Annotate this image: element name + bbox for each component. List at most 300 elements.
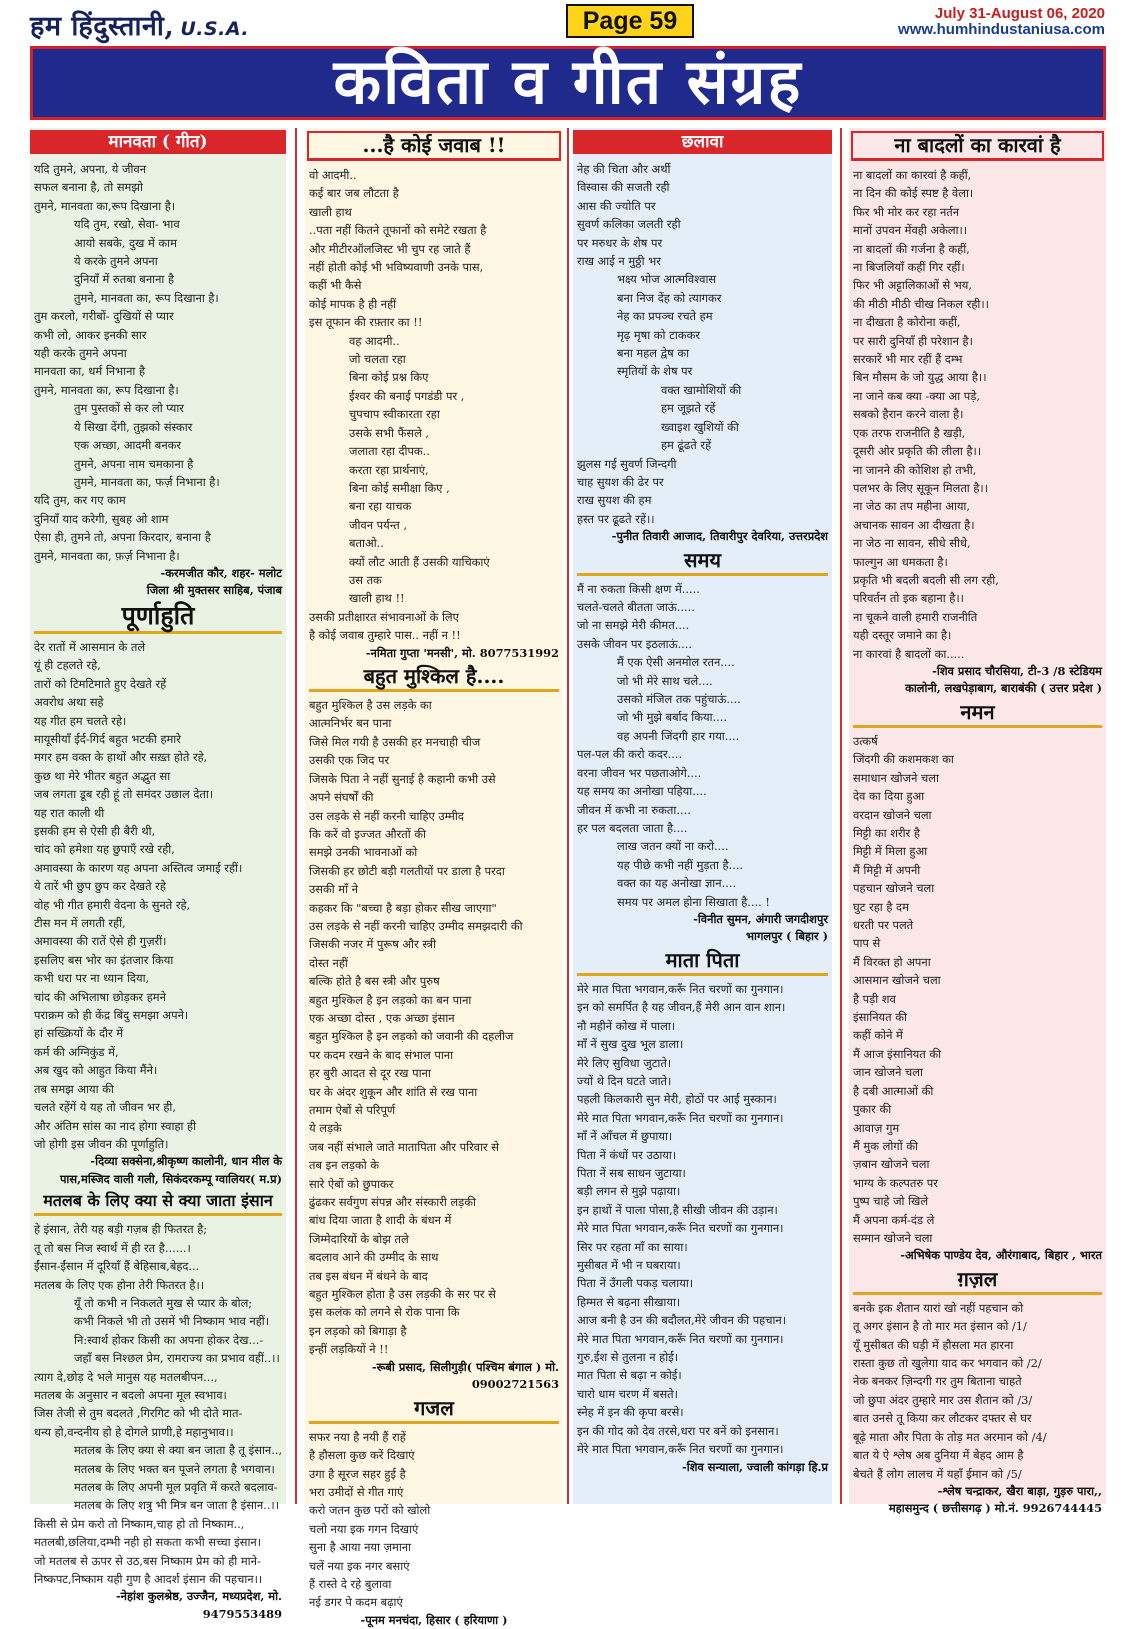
poem-title: बहुत मुश्किल है.... [309, 664, 559, 692]
poem-line: करो जतन कुछ परों को खोलो [309, 1503, 431, 1518]
poem-line: कुछ था मेरे भीतर बहुत अद्भुत सा [34, 768, 171, 783]
poem-line: जीवन में कभी ना रुकता.... [577, 802, 691, 817]
poem-line: उसके सभी फैंसले , [349, 425, 430, 440]
poem-line: ना जेठ का तप महीना आया, [853, 499, 971, 514]
poem-line: तुम करलो, गरीबों- दुखियों से प्यार [34, 309, 174, 324]
poem-line: आज बनी है उन की बदौलत,मेरे जीवन की पहचान। [577, 1313, 787, 1328]
poem-line: यह गीत हम चलते रहे। [34, 713, 127, 728]
poem-line: हे इंसान, तेरी यह बड़ी गज़ब ही फितरत है; [34, 1222, 208, 1237]
poem-line: पुष्प चाहे जो खिले [853, 1194, 929, 1209]
column-divider [840, 128, 842, 1504]
poem-line: वह आदमी.. [349, 333, 400, 348]
poem-author [34, 1153, 282, 1188]
poem-line: तब इन लड़को के [309, 1158, 380, 1173]
poem-line: तुमने, मानवता का, फ़र्ज़ निभाना है। [34, 548, 180, 563]
poem-line: ख्वाइश खुशियों की [661, 419, 739, 434]
poem-body [853, 732, 1102, 1247]
poem-line: ये लड़के [309, 1121, 342, 1136]
poem-line: मतलब के अनुसार न बदलो अपना मूल स्वभाव। [34, 1387, 227, 1402]
poem-author [577, 911, 828, 946]
poem-line: वोह भी गीत हमारी वेदना के सुनते रहे, [34, 897, 191, 912]
poem-line: मैं अपना कर्म-दंड ले [853, 1212, 935, 1227]
poem-line: दोस्त नहीं [309, 955, 348, 970]
poem-line: सफल बनाना है, तो समझो [34, 180, 143, 195]
poem-line: यह समय का अनोखा पहिया.... [577, 784, 707, 799]
poem-line: पिता नें उँगली पकड़ चलाया। [577, 1276, 694, 1291]
poem-line: बांध दिया जाता है शादी के बंधन में [309, 1213, 452, 1228]
poem-line: ना जेठ ना सावन, सीधे सीधे, [853, 536, 971, 551]
poem-line: मिट्टी में मिला हुआ [853, 844, 928, 859]
poem-line: जान खोजने चला [853, 1065, 923, 1080]
poem-line: ये सिखा देंगी, तुझको संस्कार [74, 419, 193, 434]
poem-line: दुनियाँ याद करेगी, सुबह ओ शाम [34, 511, 169, 526]
poem-line: ना बिजलियाँ कहीं गिर रहीं। [853, 260, 965, 275]
author-line: -शिव प्रसाद चौरसिया, टी-3 /8 स्टेडियम [932, 663, 1102, 678]
poem-body [309, 696, 559, 1359]
poem-line: हैं रास्ते दे रहे बुलावा [309, 1576, 392, 1591]
poem-line: सिर पर रहता माँ का साया। [577, 1239, 688, 1254]
poem-line: खाली हाथ [309, 204, 352, 219]
poem-title: छलावा [573, 130, 832, 154]
poem-line: देव का दिया हुआ [853, 789, 925, 804]
poem-line: कभी निकले भी तो उसमें भी निष्काम भाव नहीं। [74, 1314, 270, 1329]
poem-line: बना महल द्वेष का [617, 346, 690, 361]
column-1 [30, 128, 286, 1621]
poem-body [34, 638, 282, 1153]
column-divider [567, 128, 569, 1504]
poem-line: पिता नें कंधों पर उठाया। [577, 1147, 677, 1162]
poem-line: एक अच्छा, आदमी बनकर [74, 438, 182, 453]
poem-title: मानवता ( गीत) [30, 130, 286, 154]
poem-line: उसकी एक जिद पर [309, 753, 390, 768]
poem-title: समय [577, 548, 828, 576]
poem-line: बहुत मुश्किल है इन लड़को का बन पाना [309, 992, 472, 1007]
poem-line: उसकी माँ ने [309, 882, 358, 897]
poem-line: ईंसान-ईंसान में दूरियाँ हैं बेहिसाब,बेहद... [34, 1259, 200, 1274]
poem-author [853, 663, 1102, 698]
poem-line: सरकारें भी मार रहीं हैं दम्भ [853, 352, 963, 367]
poem-author [309, 1359, 559, 1394]
poem-line: जिसे मिल गयी है उसकी हर मनचाही चीज [309, 734, 481, 749]
poem-line: पहचान खोजने चला [853, 881, 935, 896]
poem-line: नहीं होती कोई भी भविष्यवाणी उनके पास, [309, 260, 484, 275]
poem-line: उगा है सूरज सहर हुई है [309, 1466, 406, 1481]
poem-line: यही करके तुमने अपना [34, 346, 127, 361]
poem-line: ईश्वर की बनाई पगडंडी पर , [349, 388, 465, 403]
poem-line: यदि तुम, रखो, सेवा- भाव [74, 217, 180, 232]
poem-line: पहली किलकारी सुन मेरी, होठों पर आई मुस्कान। [577, 1092, 777, 1107]
poem-line: नेक बनकर ज़िन्दगी गर तुम बिताना चाहते [853, 1374, 1022, 1389]
poem-line: क्यों लौट आती हैं उसकी याचिकाएं [349, 554, 490, 569]
poem-line: तुमने, मानवता का, रूप दिखाना है। [74, 290, 219, 305]
poem-line: अचानक सावन आ दीखता है। [853, 517, 975, 532]
poem-line: तू तो बस निज स्वार्थ में ही रत है......। [34, 1240, 191, 1255]
poem-line: हस्त पर ढूढते रहें।। [577, 511, 655, 526]
poem-body [853, 1299, 1102, 1483]
poem-line: उसकी प्रतीक्षारत संभावनाओं के लिए [309, 609, 459, 624]
poem-line: बहुत मुश्किल है इन लड़को को जवानी की दहलीज [309, 1029, 514, 1044]
poem-line: जो छुपा अंदर तुम्हारे मार उस शैतान को /3/ [853, 1392, 1033, 1407]
poem-line: सुवर्ण कलिका जलती रही [577, 217, 681, 232]
author-line: -पुनीत तिवारी आजाद, तिवारीपुर देवरिया, उत्तरप्रदेश [611, 529, 828, 544]
poem-line: अब खुद को आहुत किया मैंने। [34, 1063, 158, 1078]
poem-line: तुमने, अपना नाम चमकाना है [74, 456, 194, 471]
poem-line: ना दीखता है कोरोना कहीं, [853, 315, 961, 330]
poem-line: बना रहा याचक [349, 499, 412, 514]
poem-line: मिट्टी का शरीर है [853, 826, 920, 840]
poem-line: आयो सबके, दुख में काम [74, 235, 177, 250]
poem-line: बनके इक शैतान यारां खो नहीं पहचान को [853, 1300, 1024, 1315]
poem-line: स्मृतियों के शेष पर [617, 364, 693, 379]
poem-line: चाह सुयश की ढेर पर [577, 474, 664, 489]
poem-line: माँ नें सुख दुख भूल डाला। [577, 1037, 684, 1052]
poem-line: भक्ष्य भोज आत्मविश्वास [617, 272, 717, 287]
poem-line: तुमने, मानवता का,रूप दिखाना है। [34, 198, 176, 213]
author-line: -विनीत सुमन, अंगारी जगदीशपुर [693, 911, 828, 926]
poem-body [577, 160, 828, 528]
poem-line: जीवन पर्यन्त , [349, 517, 407, 532]
poem-line: यह रात काली थी [34, 805, 105, 820]
poem-line: बदलाव आने की उम्मीद के साथ [309, 1250, 439, 1265]
poem-author [309, 1612, 559, 1629]
poem-line: कहकर कि "बच्चा है बड़ा होकर सीख जाएगा" [309, 900, 497, 915]
poem-line: है दबी आत्माओं की [853, 1083, 934, 1098]
poem-line: यूँ मुसीबत की घड़ी में हौसला मत हारना [853, 1337, 1014, 1352]
poem-line: चलो नया इक गगन दिखाएं [309, 1521, 419, 1536]
poem-line: मेरे मात पिता भगवान,करूँ नित चरणों का गुनगान। [577, 1110, 784, 1125]
poem-line: मतलब के लिए भक्त बन पूजने लगता है भगवान। [74, 1461, 275, 1476]
poem-line: पाप से [853, 936, 881, 951]
poem-line: धन्य हो,वन्दनीय हो हे दोगले प्राणी,हे महानुभाव।। [34, 1424, 234, 1439]
poem-line: सारे ऐबों को छुपाकर [309, 1176, 394, 1191]
poem-line: ना जाने कब क्या -क्या आ पड़े, [853, 388, 980, 403]
poem-author [577, 1459, 828, 1477]
author-line: महासमुन्द ( छत्तीसगढ़ ) मो.नं. 9926744445 [888, 1501, 1102, 1516]
poem-line: हिम्मत से बढ़ना सीखाया। [577, 1294, 681, 1309]
poem-line: प्रकृति भी बदली बदली सी लग रही, [853, 572, 999, 587]
poem-line: कि करें वो इज्जत औरतों की [309, 826, 426, 841]
poem-line: पलभर के लिए सूकून मिलता है।। [853, 480, 989, 495]
poem-line: बिना कोई समीक्षा किए , [349, 480, 450, 495]
poem-title: गजल [309, 1396, 559, 1424]
poem-line: समय पर अमल होना सिखाता है.... ! [617, 894, 770, 909]
poem-line: बहुत मुश्किल होता है उस लड़की के सर पर से [309, 1287, 496, 1302]
poem-line: एक अच्छा दोस्त , एक अच्छा इंसान [309, 1010, 455, 1025]
poem-line: राख सुयश की हम [577, 493, 652, 508]
poem-line: पुकार की [853, 1102, 892, 1117]
poem-line: करता रहा प्रार्थनाएं, [349, 462, 429, 477]
poem-title: पूर्णाहुति [34, 602, 282, 634]
page-header [0, 0, 1135, 44]
poem-line: और अंतिम सांस का नाद होगा स्वाहा ही [34, 1118, 197, 1133]
poem-line: जो भी मुझे बर्बाद किया.... [617, 710, 728, 725]
poem-line: ना बादलों की गर्जना है कहीं, [853, 241, 970, 256]
poem-title: नमन [853, 700, 1102, 728]
poem-line: आस की ज्योति पर [577, 198, 656, 213]
poem-title: मतलब के लिए क्या से क्या जाता इंसान [34, 1190, 282, 1216]
poem-line: मैं विरक्त हो अपना [853, 954, 931, 969]
poem-line: किसी से प्रेम करो तो निष्काम,चाह हो तो निष्काम.., [34, 1516, 245, 1531]
column-divider [295, 128, 297, 1504]
poem-line: की मीठी मीठी चीख निकल रही।। [853, 296, 989, 311]
poem-line: खाली हाथ !! [349, 591, 405, 606]
author-line: -शिव सन्याला, ज्वाली कांगड़ा हि.प्र [682, 1459, 828, 1474]
author-line: -दिव्या सक्सेना,श्रीकृष्ण कालोनी, धान मील के [90, 1154, 282, 1169]
poem-line: चलते रहेंगें ये यह तो जीवन भर ही, [34, 1100, 176, 1115]
page-number-badge: Page 59 [566, 4, 694, 38]
poem-line: स्नेह में इन की कृपा बरसे। [577, 1405, 684, 1420]
poem-line: तमाम ऐबों से परिपूर्ण [309, 1103, 396, 1117]
poem-line: पर कदम रखने के बाद संभाल पाना [309, 1047, 454, 1062]
poem-line: अमावस्या के कारण यह अपना अस्तित्व जमाई रहीं। [34, 860, 243, 875]
newspaper-masthead [30, 6, 249, 40]
poem-line: पल-पल की करो कदर.... [577, 747, 683, 762]
poem-line: सबको हैरान करने वाला है। [853, 407, 964, 422]
poem-line: इसकी हम से ऐसी ही बैरी थी, [34, 824, 156, 838]
poem-line: इस तूफान की रफ़्तार का !! [309, 315, 423, 330]
website-link[interactable]: www.humhindustaniusa.com [898, 21, 1105, 38]
poem-line: जब नहीं संभाले जाते मातापिता और परिवार से [309, 1139, 499, 1154]
poem-line: मैं एक ऐसी अनमोल रतन.... [617, 655, 735, 670]
poem-line: बहुत मुश्किल है उस लड़के का [309, 698, 432, 713]
poem-line: परिवर्तन तो इक बहाना है।। [853, 591, 964, 606]
poem-line: इन की गोद को देव तरसे,धरा पर बनें को इनसान। [577, 1423, 779, 1438]
poem-line: तुम पुस्तकों से कर लो प्यार [74, 401, 184, 416]
poem-line: कभी धरा पर ना ध्यान दिया, [34, 971, 150, 986]
poem-body [853, 166, 1102, 663]
poem-line: उस लड़के से नहीं करनी चाहिए उम्मीद [309, 808, 464, 823]
poem-line: जिस तेजी से तुम बदलते ,गिरगिट को भी दोते मात- [34, 1406, 243, 1421]
poem-line: समझे उनकी भावनाओं को [309, 845, 418, 860]
poem-line: विस्वास की सजती रही [577, 180, 670, 195]
poem-line: इस कलंक को लगने से रोक पाना कि [309, 1305, 460, 1320]
poem-line: इसलिए बस भोर का इंतजार किया [34, 952, 174, 967]
poem-line: जो ना समझे मेरी कीमत.... [577, 618, 690, 633]
column-4 [849, 128, 1106, 1516]
poem-line: ढुंढकर सर्वगुण संपन्न और संस्कारी लड़की [309, 1195, 476, 1210]
poem-line: धरती पर पलते [853, 918, 914, 933]
poem-line: ऐसा ही, तुमने तो, अपना किरदार, बनाना है [34, 530, 211, 545]
poem-line: चुपचाप स्वीकारता रहा [349, 407, 440, 422]
poem-line: कहीं कोने में [853, 1028, 903, 1043]
author-line: -अभिषेक पाण्डेय देव, औरंगाबाद, बिहार , भारत [900, 1248, 1102, 1263]
poem-line: बिन मौसम के जो युद्ध आया है।। [853, 370, 987, 385]
poem-title: ...है कोई जवाब !! [307, 131, 561, 161]
poem-line: यदि तुमने, अपना, ये जीवन [34, 162, 147, 176]
poem-line: यूं ही टहलते रहे, [34, 658, 101, 673]
poem-author [34, 1588, 282, 1623]
poem-line: त्याग दे,छोड़ दे भले मानुस यह मतलबीपन..., [34, 1369, 218, 1384]
poem-line: जिंदगी की कशमकश का [853, 752, 954, 767]
poem-line: चलते-चलते बीतता जाऊं..... [577, 600, 695, 615]
poem-line: इन्हीं लड़कियों ने !! [309, 1342, 389, 1357]
poem-line: मतलब के लिए एक होना तेरी फितरत है।। [34, 1277, 205, 1292]
poem-line: तारों को टिमटिमाते हुए देखते रहें [34, 676, 167, 691]
poem-line: बताओ.. [349, 536, 384, 551]
poem-line: भरा उमीदों से गीत गाएं [309, 1484, 404, 1499]
poem-line: मगर हम वक्त के हाथों और सख़्त होते रहे, [34, 750, 208, 765]
poem-line: फिर भी अट्टालिकाओं से भय, [853, 278, 973, 293]
poem-line: मैं मिट्टी में अपनी [853, 862, 921, 877]
poem-line: मेरे मात पिता भगवान,करूँ नित चरणों का गुनगान। [577, 981, 784, 996]
poem-line: समाधान खोजने चला [853, 770, 939, 785]
poem-line: बल्कि होते है बस स्त्री और पुरुष [309, 974, 440, 989]
poem-line: ज़बान खोजने चला [853, 1157, 930, 1172]
poem-line: सफर नया है नयी हैं राहें [309, 1429, 406, 1444]
poem-line: ये तारें भी छुप छुप कर देखते रहे [34, 879, 166, 894]
poem-line: नि:स्वार्थ होकर किसी का अपना होकर देख...- [74, 1332, 264, 1347]
poem-line: तुमने, मानवता का, रूप दिखाना है। [34, 382, 179, 397]
poem-line: अपने संघर्षों की [309, 790, 374, 805]
poem-line: मानवता का, धर्म निभाना है [34, 364, 146, 379]
poem-line: वरना जीवन भर पछताओगे.... [577, 765, 702, 780]
poem-line: दुनियाँ में रुतबा बनाना है [74, 272, 175, 287]
poem-line: मतलब के लिए क्या से क्या बन जाता है तू इंसान.., [74, 1443, 283, 1458]
poem-title: ग़ज़ल [853, 1267, 1102, 1295]
poem-line: मायूसीयाँ ईर्द-गिर्द बहुत भटकी हमारे [34, 731, 181, 746]
poem-line: घुट रहा है दम [853, 899, 909, 914]
poem-line: सुना है आया नया ज़माना [309, 1540, 412, 1555]
poem-line: वह अपनी जिंदगी हार गया.... [617, 728, 740, 743]
poem-line: मेरे लिए सुविधा जुटाते। [577, 1055, 672, 1070]
poem-line: जो चलता रहा [349, 352, 406, 367]
poem-line: बूढ़े माता और पिता के तोड़ मत अरमान को /4/ [853, 1429, 1047, 1444]
poem-line: पर सारी दुनियाँ ही परेशान है। [853, 333, 973, 348]
poem-line: तुमने, मानवता का, फर्ज़ निभाना है। [74, 474, 220, 489]
author-line: -नेहांश कुलश्रेष्ठ, उज्जैन, मध्यप्रदेश, मो. 9479553489 [115, 1589, 282, 1621]
poem-line: झुलस गई सुवर्ण जिन्दगी [577, 456, 677, 471]
poem-author [577, 528, 828, 546]
poem-line: और मीटीरऑलजिस्ट भी चुप रह जाते हैं [309, 241, 471, 256]
poem-line: ना चूकने वाली हमारी राजनीति [853, 609, 978, 624]
poem-line: माँ नें आँचल में छुपाया। [577, 1129, 673, 1144]
poem-line: यही दस्तूर जमाने का है। [853, 628, 952, 643]
poem-line: ..पता नहीं कितने तूफानों को समेटे रखता है [309, 223, 487, 238]
poem-body [577, 580, 828, 911]
poem-line: उसको मंजिल तक पहुंचाऊं.... [617, 692, 741, 707]
poem-line: हम जूझते रहें [661, 401, 716, 416]
poem-line: आवाज़ गुम [853, 1120, 900, 1135]
poem-line: जलाता रहा दीपक.. [349, 444, 430, 459]
author-line: पास,मस्जिद वाली गली, सिकंदरकम्पू ग्वालियर( म.प्र) [59, 1171, 282, 1186]
poem-line: उसके जीवन पर इठलाऊं.... [577, 636, 693, 651]
poem-line: उस तक [349, 572, 382, 587]
poem-line: इन हाथों नें पाला पोसा,है सीखी जीवन की उड़ान। [577, 1202, 778, 1217]
author-line: -पूनम मनचंदा, हिसार ( हरियाणा ) [360, 1612, 508, 1627]
poem-line: मानों उपवन मेंवही अकेला।। [853, 223, 968, 238]
author-line: -नमिता गुप्ता 'मनसी', मो. 8077531992 [365, 645, 559, 660]
poem-line: है पड़ी शव [853, 991, 896, 1006]
poem-line: मेरे मात पिता भगवान,करूँ नित चरणों का गुनगान। [577, 1221, 784, 1236]
column-2 [305, 128, 563, 1627]
poem-line: जिसके पिता ने नहीं सुनाई है कहानी कभी उसे [309, 771, 496, 786]
poem-line: दूसरी ओर प्रकृति की लीला है।। [853, 444, 982, 459]
author-line: -श्लेष चन्द्राकर, खैरा बाड़ा, गुड़रु पारा,, [937, 1483, 1102, 1498]
poem-line: मतलब के लिए शत्रु भी मित्र बन जाता है इंसान..।। [74, 1498, 280, 1513]
poem-line: देर रातों में आसमान के तले [34, 639, 146, 654]
poem-line: तू अगर इंसान है तो मार मत इंसान को /1/ [853, 1319, 1027, 1334]
poem-author [853, 1247, 1102, 1265]
poem-author [853, 1483, 1102, 1518]
poem-line: नेह का प्रपञ्च रचते हम [617, 309, 713, 324]
poem-line: टीस मन में लगती रहीं, [34, 916, 126, 931]
poem-line: जब लगता डूब रही हूं तो समंदर उछाल देता। [34, 787, 214, 802]
poem-line: है हौसला कुछ करें दिखाएं [309, 1448, 415, 1463]
poem-line: मैं ना रुकता किसी क्षण में..... [577, 581, 700, 596]
poem-line: वो आदमी.. [309, 168, 357, 182]
poem-line: वक्त खामोशियों की [661, 382, 742, 397]
poem-line: आसमान खोजने चला [853, 973, 941, 988]
poem-line: एक तरफ राजनीति है खड़ी, [853, 425, 966, 440]
poem-line: पर मरुधर के शेष पर [577, 235, 663, 250]
poem-line: जहाँ बस निश्छल प्रेम, रामराज्य का प्रभाव वहीं..।। [74, 1351, 280, 1366]
poem-line: मतलबी,छलिया,दम्भी नही हो सकता कभी सच्चा इंसान। [34, 1535, 262, 1550]
poem-line: ज्यों थे दिन घटते जाते। [577, 1073, 672, 1088]
poem-line: उस लड़के से नहीं करनी चाहिए उम्मीद समझदारी की [309, 918, 523, 933]
issue-dates: July 31-August 06, 2020 [934, 5, 1105, 22]
poem-line: इन को समर्पित है यह जीवन,हैं मेरी आन वान शान। [577, 1000, 786, 1015]
poem-body [309, 1428, 559, 1612]
poem-line: यूँ तो कभी न निकलते मुख से प्यार के बोल; [74, 1295, 253, 1310]
poem-line: फिर भी मोर कर रहा नर्तन [853, 204, 960, 219]
poem-line: जिसकी नजर में पुरूष और स्त्री [309, 937, 437, 952]
poem-line: आत्मनिर्भर बन पाना [309, 716, 392, 731]
poem-body [34, 160, 282, 565]
poem-line: यह पीछे कभी नहीं मुड़ता है.... [617, 857, 744, 872]
poem-line: चारो धाम चरण में बसते। [577, 1386, 678, 1401]
poem-line: जिम्मेदारियों के बोझ तले [309, 1231, 409, 1246]
poem-line: निष्कपट,निष्काम यही गुण है आदर्श इंसान की पहचान।। [34, 1572, 263, 1587]
poem-line: ना बादलों का कारवां है कहीं, [853, 168, 972, 182]
poem-line: अवरोध अथा सहे [34, 695, 104, 710]
poem-line: जिसकी हर छोटी बड़ी गलतीयों पर डाला है परदा [309, 863, 505, 878]
section-banner-title: कविता व गीत संग्रह [30, 46, 1106, 120]
poem-line: चांद की अभिलाषा छोड़कर हमने [34, 989, 166, 1004]
poem-line: घर के अंदर शुकून और शांति से रख पाना [309, 1084, 478, 1099]
poem-line: मैं मुक लोगों की [853, 1138, 918, 1153]
poem-body [577, 980, 828, 1459]
author-line: जिला श्री मुक्तसर साहिब, पंजाब [146, 583, 282, 598]
poem-title: ना बादलों का कारवां है [851, 131, 1104, 161]
poem-line: हम ढूंढते रहें [661, 438, 712, 453]
poem-line: बात उनसे तू किया कर लौटकर दफ्तर से घर [853, 1411, 1032, 1426]
poem-line: बना निज देंह को त्यागकर [617, 290, 722, 305]
author-line: -करमजीत कौर, शहर- मलोट [160, 565, 282, 580]
poem-line: वरदान खोजने चला [853, 807, 932, 822]
poem-line: नई डगर पे कदम बढ़ाएं [309, 1595, 403, 1610]
poem-line: गुरु,ईश से तुलना न होई। [577, 1350, 679, 1365]
author-line: -रूबी प्रसाद, सिलीगुड़ी( पश्चिम बंगाल ) मो. 09002721563 [371, 1359, 559, 1392]
poem-line: राख आई न मुठ्ठी भर [577, 254, 661, 269]
poem-line: पराक्रम को ही केंद्र बिंदु समझा अपने। [34, 1008, 189, 1023]
poem-line: बड़ी लगन से मुझे पढ़ाया। [577, 1184, 681, 1199]
poem-line: नेह की चिता और अर्थी [577, 162, 671, 176]
poem-body [309, 166, 559, 645]
poem-line: नौ महीनें कोख में पाला। [577, 1018, 676, 1033]
poem-line: तब समझ आया की [34, 1081, 114, 1096]
poem-author [309, 645, 559, 663]
poem-line: ना दिन की कोई स्पष्ट है वेला। [853, 186, 974, 201]
poem-line: लाख जतन क्यों ना करो.... [617, 839, 729, 854]
poem-author [34, 565, 282, 600]
author-line: कालोनी, लखपेड़ाबाग, बाराबंकी ( उत्तर प्रदेश ) [905, 681, 1102, 696]
poem-line: यदि तुम, कर गए काम [34, 493, 126, 508]
poem-line: जो भी मेरे साथ चले.... [617, 673, 713, 688]
poem-line: अमावस्या की रातें ऐसे ही गुज़रीं। [34, 934, 167, 949]
poem-line: इन लड़को को बिगाड़ा है [309, 1323, 407, 1338]
poem-line: कर्म की अग्निकुंड में, [34, 1044, 119, 1059]
poem-line: तब इस बंधन में बंधने के बाद [309, 1268, 428, 1283]
